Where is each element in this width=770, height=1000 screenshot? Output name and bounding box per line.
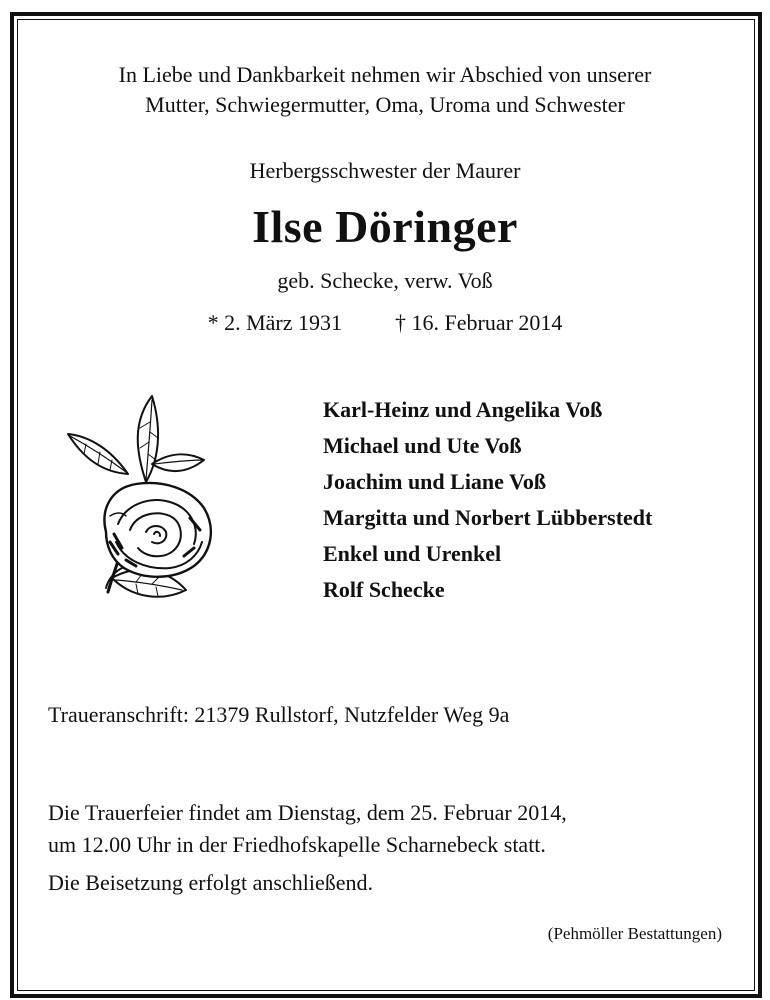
family-member: Joachim und Liane Voß — [323, 469, 547, 494]
life-dates — [0, 310, 770, 336]
maiden-name: geb. Schecke, verw. Voß — [277, 268, 493, 293]
rose-icon — [66, 392, 226, 612]
family-member: Enkel und Urenkel — [323, 541, 502, 566]
family-list — [323, 392, 652, 608]
subtitle: Herbergsschwester der Maurer — [249, 158, 521, 183]
family-member: Michael und Ute Voß — [323, 433, 522, 458]
ceremony-line-2: um 12.00 Uhr in der Friedhofskapelle Scharnebeck statt. — [48, 832, 546, 857]
mourning-address: Traueranschrift: 21379 Rullstorf, Nutzfelder Weg 9a — [48, 702, 510, 727]
death-date: † 16. Februar 2014 — [395, 310, 563, 335]
intro-line-2: Mutter, Schwiegermutter, Oma, Uroma und Schwester — [145, 92, 625, 117]
family-member: Rolf Schecke — [323, 577, 445, 602]
ceremony-line-1: Die Trauerfeier findet am Dienstag, dem 25. Februar 2014, — [48, 800, 567, 825]
birth-date: * 2. März 1931 — [207, 310, 342, 335]
family-member: Margitta und Norbert Lübberstedt — [323, 505, 653, 530]
deceased-name: Ilse Döringer — [252, 201, 518, 252]
burial-note: Die Beisetzung erfolgt anschließend. — [48, 870, 374, 895]
intro-line-1: In Liebe und Dankbarkeit nehmen wir Abschied von unserer — [118, 62, 652, 87]
undertaker-credit: (Pehmöller Bestattungen) — [547, 924, 722, 943]
family-member: Karl-Heinz und Angelika Voß — [323, 397, 603, 422]
